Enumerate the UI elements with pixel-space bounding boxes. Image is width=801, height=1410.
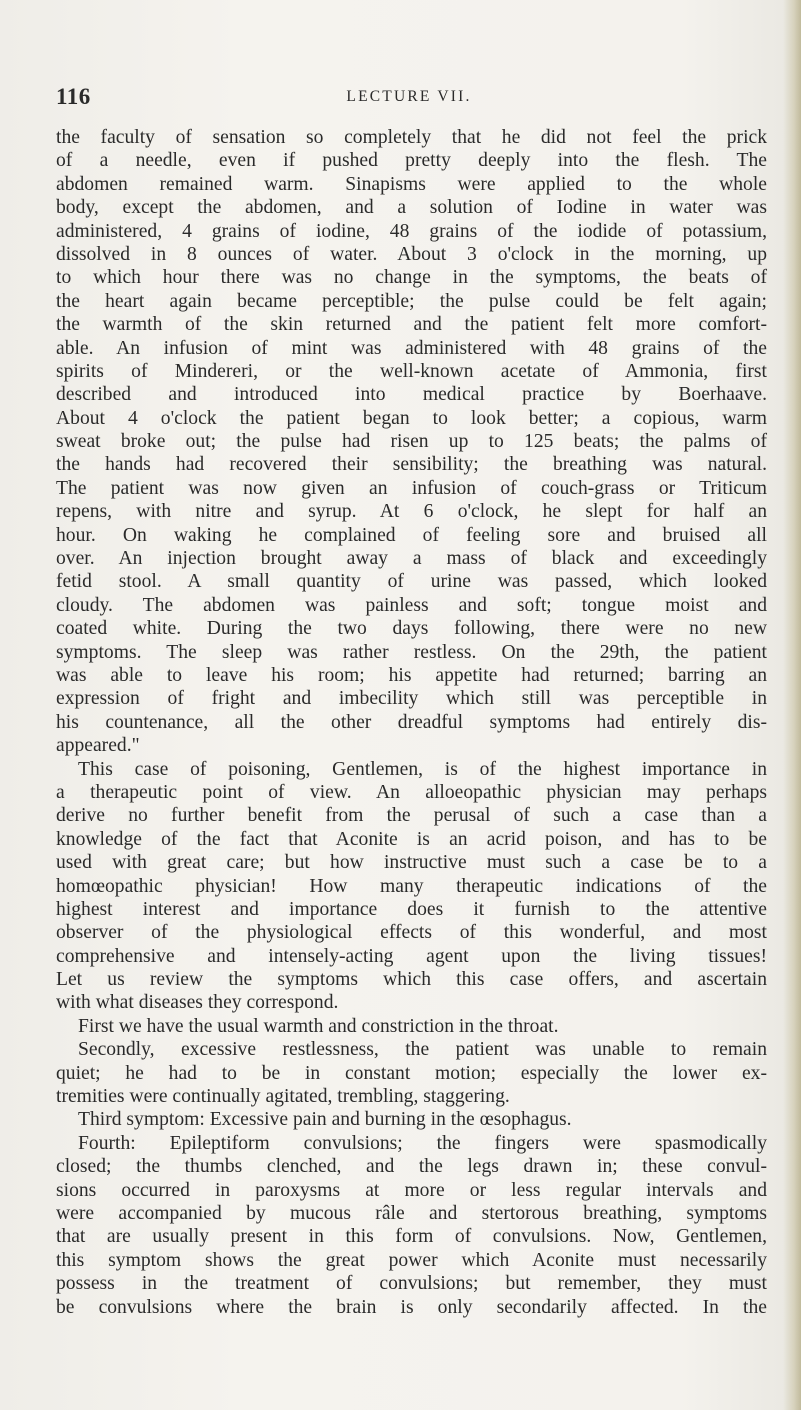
text-line: of a needle, even if pushed pretty deeply into the flesh. The <box>56 150 767 172</box>
text-line: quiet; he had to be in constant motion; especially the lower ex- <box>56 1062 767 1084</box>
text-line: cloudy. The abdomen was painless and soft; tongue moist and <box>56 594 767 616</box>
text-line: Fourth: Epileptiform convulsions; the fingers were spasmodically <box>78 1132 767 1154</box>
page-header <box>56 84 762 114</box>
text-line: the faculty of sensation so completely that he did not feel the prick <box>56 127 767 148</box>
text-line: the heart again became perceptible; the pulse could be felt again; <box>56 290 767 312</box>
text-line: body, except the abdomen, and a solution of Iodine in water was <box>56 197 767 219</box>
text-line: coated white. During the two days following, there were no new <box>56 618 767 640</box>
text-line: spirits of Mindereri, or the well-known acetate of Ammonia, first <box>56 360 767 382</box>
text-line: comprehensive and intensely-acting agent upon the living tissues! <box>56 945 767 967</box>
text-line: his countenance, all the other dreadful symptoms had entirely dis- <box>56 711 767 733</box>
text-line: observer of the physiological effects of this wonderful, and most <box>56 922 767 944</box>
text-line: with what diseases they correspond. <box>56 992 339 1014</box>
text-line: symptoms. The sleep was rather restless. On the 29th, the patient <box>56 641 767 663</box>
text-line: to which hour there was no change in the symptoms, the beats of <box>56 267 767 289</box>
text-line: First we have the usual warmth and constriction in the throat. <box>78 1015 559 1037</box>
text-line: sweat broke out; the pulse had risen up to 125 beats; the palms of <box>56 431 767 453</box>
text-line: expression of fright and imbecility which still was perceptible in <box>56 688 767 710</box>
text-line: be convulsions where the brain is only secondarily affected. In the <box>56 1296 767 1318</box>
text-line: fetid stool. A small quantity of urine was passed, which looked <box>56 571 767 593</box>
text-line: repens, with nitre and syrup. At 6 o'clock, he slept for half an <box>56 501 767 523</box>
text-line: knowledge of the fact that Aconite is an acrid poison, and has to be <box>56 828 767 850</box>
text-line: were accompanied by mucous râle and stertorous breathing, symptoms <box>56 1202 767 1224</box>
text-line: over. An injection brought away a mass of black and exceedingly <box>56 548 767 570</box>
page-edge-shading <box>783 0 801 1410</box>
text-line: a therapeutic point of view. An alloeopathic physician may perhaps <box>56 781 767 803</box>
text-line: was able to leave his room; his appetite had returned; barring an <box>56 664 767 686</box>
text-line: the warmth of the skin returned and the patient felt more comfort- <box>56 314 767 336</box>
text-line: hour. On waking he complained of feeling sore and bruised all <box>56 524 767 546</box>
text-line: the hands had recovered their sensibility; the breathing was natural. <box>56 454 767 476</box>
text-line: used with great care; but how instructive must such a case be to a <box>56 852 767 874</box>
running-head: LECTURE VII. <box>346 88 472 105</box>
text-line: appeared." <box>56 735 140 757</box>
text-line: abdomen remained warm. Sinapisms were applied to the whole <box>56 173 767 195</box>
text-line: closed; the thumbs clenched, and the legs drawn in; these convul- <box>56 1156 767 1178</box>
text-line: Third symptom: Excessive pain and burning in the œsophagus. <box>78 1109 572 1131</box>
text-line: dissolved in 8 ounces of water. About 3 o'clock in the morning, up <box>56 243 767 265</box>
text-line: this symptom shows the great power which Aconite must necessarily <box>56 1249 767 1271</box>
text-line: tremities were continually agitated, trembling, staggering. <box>56 1086 510 1108</box>
text-line: that are usually present in this form of convulsions. Now, Gentlemen, <box>56 1226 767 1248</box>
text-line: This case of poisoning, Gentlemen, is of the highest importance in <box>78 758 767 780</box>
text-line: derive no further benefit from the perusal of such a case than a <box>56 805 767 827</box>
text-line: sions occurred in paroxysms at more or less regular intervals and <box>56 1179 767 1201</box>
text-line: Secondly, excessive restlessness, the patient was unable to remain <box>78 1039 767 1061</box>
text-line: described and introduced into medical practice by Boerhaave. <box>56 384 767 406</box>
text-line: administered, 4 grains of iodine, 48 grains of the iodide of potassium, <box>56 220 767 242</box>
page-number: 116 <box>56 84 91 109</box>
body-text <box>56 126 767 1319</box>
text-line: highest interest and importance does it furnish to the attentive <box>56 898 767 920</box>
text-line: Let us review the symptoms which this case offers, and ascertain <box>56 969 767 991</box>
text-line: able. An infusion of mint was administered with 48 grains of the <box>56 337 767 359</box>
text-line: homœopathic physician! How many therapeutic indications of the <box>56 875 767 897</box>
text-line: possess in the treatment of convulsions; but remember, they must <box>56 1273 767 1295</box>
text-line: About 4 o'clock the patient began to look better; a copious, warm <box>56 407 767 429</box>
text-line: The patient was now given an infusion of couch-grass or Triticum <box>56 477 767 499</box>
